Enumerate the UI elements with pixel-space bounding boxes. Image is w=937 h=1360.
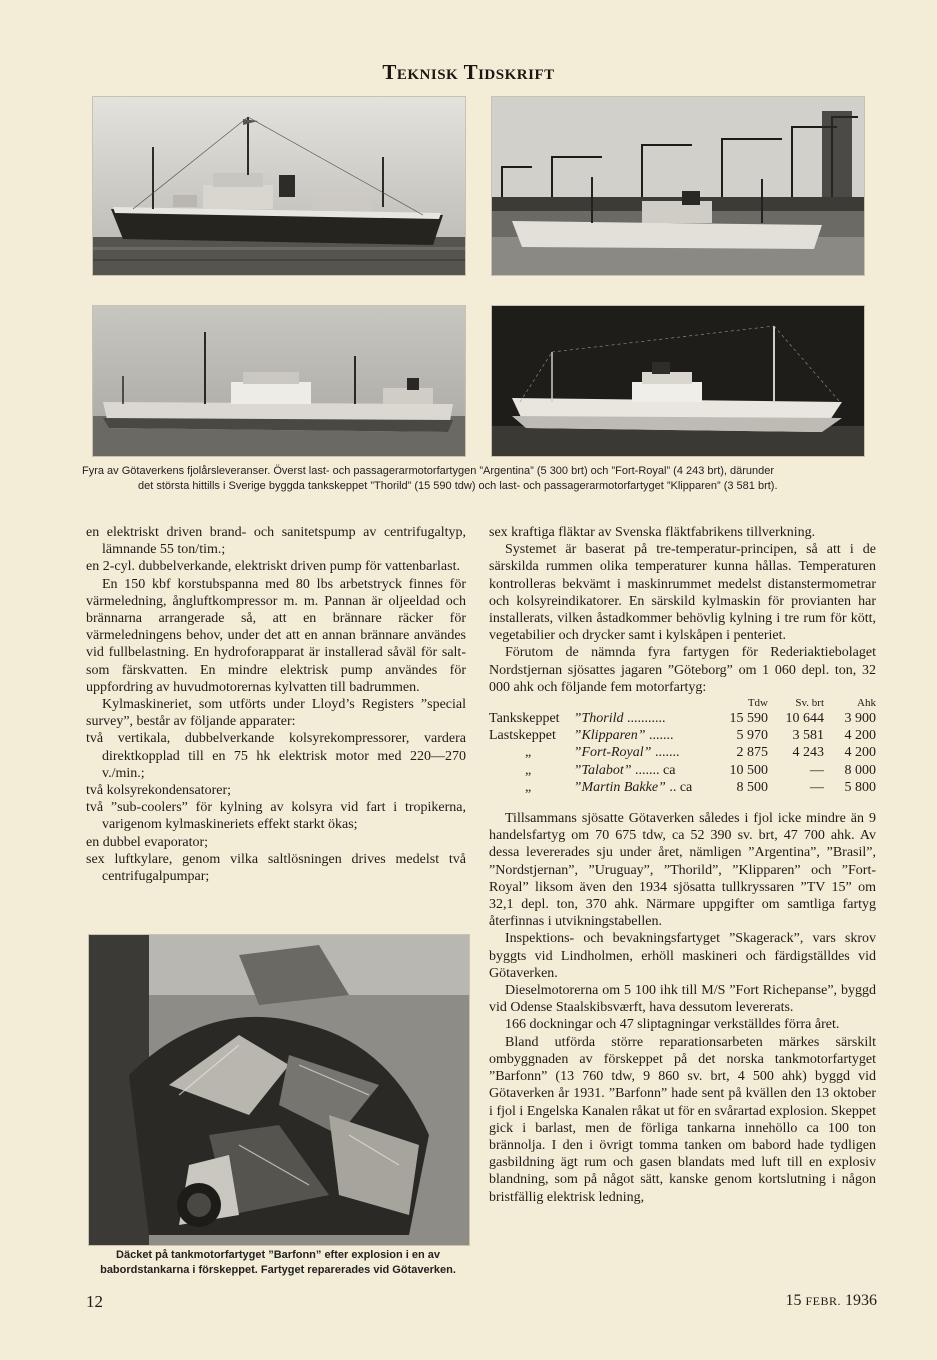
- ship-type: „: [525, 762, 532, 778]
- right-para: Förutom de nämnda fyra fartygen för Rederiaktiebolaget Nordstjernan sjösattes jagaren ”Göteborg” om 1 060 depl. ton, 32 000 ahk och följande fem motorfartyg:: [489, 645, 876, 695]
- ship-type: „: [525, 779, 532, 795]
- ship-tdw: 8 500: [736, 779, 768, 795]
- ship-photo-klipparen: [491, 305, 865, 457]
- masthead-title: Teknisk Tidskrift: [382, 60, 555, 84]
- ship-ahk: 4 200: [844, 745, 876, 761]
- ship-photo-thorild: [92, 305, 466, 457]
- photo-caption: [82, 464, 882, 494]
- left-para: en dubbel evaporator;: [86, 834, 209, 850]
- col-header-brt: Sv. brt: [795, 697, 824, 710]
- right-para: Bland utförda större reparationsarbeten märkes särskilt ombyggnaden av förskeppet på det norska tankmotorfartyget ”Barfonn” (13 760 tdw, 9 860 sv. brt, 4 500 ahk) byggd vid Götaverken år 1931. ”Barfonn” hade sent på kvällen den 13 oktober i fjol i Engelska Kanalen råkat ut för en svårartad explosion. Skeppet gick i barlast, men de förliga tankarna innehöllo ca 100 ton brännolja. I den i övrigt tomma tanken om babord hade tydligen gasbildning ägt rum och gasen blandats med luft till en explosiv blandning, som på något sätt, kanske genom kortslutning i någon bristfällig elektrisk ledning,: [489, 1034, 876, 1205]
- ship-brt: 3 581: [792, 728, 824, 744]
- right-para: sex kraftiga fläktar av Svenska fläktfabrikens tillverkning.: [489, 525, 816, 540]
- ship-photo-barfonn-deck: [88, 934, 470, 1246]
- ship-brt: 4 243: [792, 745, 824, 761]
- table-row: [489, 744, 876, 761]
- right-column: [489, 524, 876, 1206]
- left-para: två vertikala, dubbelverkande kolsyrekompressorer, vardera direktkopplad till en 75 hk elektrisk motor med 220—270 v./min.;: [86, 731, 466, 781]
- right-para: Inspektions- och bevakningsfartyget ”Skagerack”, vars skrov byggts vid Lindholmen, erhöll maskineri och färdigställdes vid Götaverken.: [489, 931, 876, 981]
- col-header-tdw: Tdw: [747, 697, 768, 710]
- caption-line-1: Fyra av Götaverkens fjolårsleveranser. Överst last- och passagerarmotorfartygen ”Argentina” (5 300 brt) och ”Fort-Royal” (4 243 brt), därunder: [82, 465, 775, 477]
- ship-ahk: 3 900: [844, 711, 876, 727]
- ship-tdw: 15 590: [729, 711, 768, 727]
- table-row: [489, 762, 876, 779]
- ship-tdw: 5 970: [736, 728, 768, 744]
- left-column: [86, 524, 466, 885]
- left-para: två ”sub-coolers” för kylning av kolsyra vid fart i tropikerna, varigenom kylmaskineriets effekt starkt ökas;: [86, 800, 466, 833]
- ship-photo-argentina: [92, 96, 466, 276]
- table-row: [489, 710, 876, 727]
- ship-brt: —: [810, 779, 824, 795]
- ship-ahk: 4 200: [844, 728, 876, 744]
- barfonn-caption: Däcket på tankmotorfartyget ”Barfonn” efter explosion i en av babordstankarna i förskeppet. Fartyget reparerades vid Götaverken.: [100, 1249, 456, 1276]
- ship-name: ”Talabot” ....... ca: [573, 762, 676, 778]
- ship-ahk: 5 800: [844, 779, 876, 795]
- ship-type: „: [525, 745, 532, 761]
- caption-line-2: det största hittills i Sverige byggda tankskeppet ”Thorild” (15 590 tdw) och last- och passagerarmotorfartyget ”Klipparen” (3 581 brt).: [138, 480, 778, 492]
- ship-tdw: 2 875: [736, 745, 768, 761]
- ship-tdw: 10 500: [729, 762, 768, 778]
- ship-name: ”Thorild ...........: [573, 711, 666, 727]
- left-para: sex luftkylare, genom vilka saltlösningen drives medelst två centrifugalpumpar;: [86, 851, 466, 885]
- table-row: [489, 727, 876, 744]
- left-para: En 150 kbf korstubspanna med 80 lbs arbetstryck finnes för värmeledning, ångluftkompressor m. m. Pannan är oljeeldad och brännarna arrangerade så, att en brännare räcker för värmeledningens behov, under det att en annan brännare användes vid fullbelastning. En hydroforapparat är installerad såväl för salt- som färskvatten. En mindre elektrisk pump användes för uppfordring av huvudmotorernas kylvatten till badrummen.: [86, 576, 466, 695]
- fleet-table-header: [489, 696, 876, 710]
- ship-brt: 10 644: [785, 711, 824, 727]
- ship-brt: —: [810, 762, 824, 778]
- issue-year: 1936: [845, 1292, 877, 1309]
- right-para: Dieselmotorerna om 5 100 ihk till M/S ”Fort Richepanse”, byggd vid Odense Staalskibsværft, hava dessutom levererats.: [489, 983, 876, 1016]
- issue-day: 15: [785, 1292, 802, 1309]
- right-para: Tillsammans sjösatte Götaverken således i fjol icke mindre än 9 handelsfartyg om 70 675 tdw, ca 52 390 sv. brt, 47 700 ahk. Av dessa levererades sju under året, nämligen ”Argentina”, ”Brasil”, ”Nordstjernan”, ”Uruguay”, ”Thorild”, ”Klipparen” och ”Fort-Royal” liksom även den 1934 sjösatta tullkryssaren ”TV 15” om 32,1 depl. ton, 370 ahk. Närmare uppgifter om samtliga fartyg återfinnas i utvikningstabellen.: [489, 811, 876, 930]
- ship-name: ”Klipparen” .......: [573, 728, 674, 744]
- left-para: två kolsyrekondensatorer;: [86, 783, 232, 799]
- left-para: en elektriskt driven brand- och sanitetspump av centrifugaltyp, lämnande 55 ton/tim.;: [86, 525, 466, 558]
- col-header-ahk: Ahk: [857, 697, 876, 710]
- ship-name: ”Fort-Royal” .......: [573, 745, 680, 761]
- left-para: Kylmaskineriet, som utförts under Lloyd’s Registers ”special survey”, består av följande apparater:: [86, 697, 466, 730]
- ship-ahk: 8 000: [844, 762, 876, 778]
- ship-type: Lastskeppet: [489, 728, 556, 744]
- right-para: 166 dockningar och 47 sliptagningar verkställdes förra året.: [505, 1017, 840, 1033]
- left-para: en 2-cyl. dubbelverkande, elektriskt driven pump för vattenbarlast.: [86, 559, 460, 575]
- right-para: Systemet är baserat på tre-temperatur-principen, så att i de särskilda rummen olika temperaturer kunna hållas. Temperaturen kontrolleras bekvämt i maskinrummet medelst distanstermometrar och kolsyreindikatorer. En särskild kylmaskin för provianten har installerats, vilken åstadkommer behövlig kylning i tre rum för kött, vegetabilier och drycker samt i kylskåpen i penteriet.: [489, 542, 876, 644]
- issue-date: [785, 1292, 877, 1310]
- fleet-table: [489, 696, 876, 796]
- ship-photo-fort-royal: [491, 96, 865, 276]
- page-number: 12: [86, 1292, 103, 1311]
- issue-month: FEBR.: [805, 1294, 841, 1308]
- ship-name: ”Martin Bakke” .. ca: [573, 779, 693, 795]
- table-row: [489, 779, 876, 796]
- ship-type: Tankskeppet: [489, 711, 560, 727]
